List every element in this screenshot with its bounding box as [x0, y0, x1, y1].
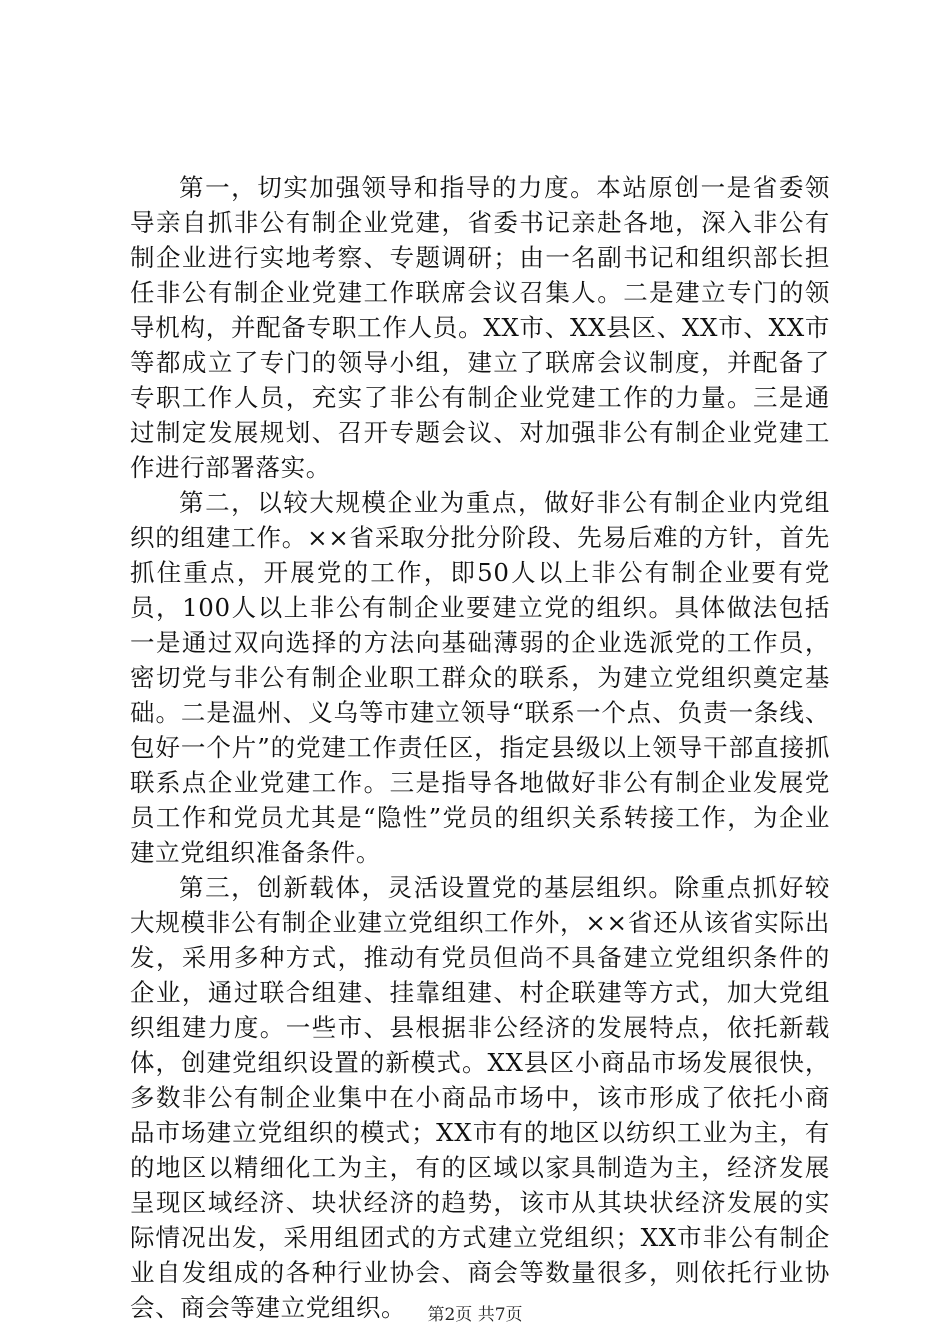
paragraph-1: 第一，切实加强领导和指导的力度。本站原创一是省委领导亲自抓非公有制企业党建，省委书记亲赴各地，深入非公有制企业进行实地考察、专题调研；由一名副书记和组织部长担任非公有制企业党建工作联席会议召集人。二是建立专门的领导机构，并配备专职工作人员。XX市、XX县区、XX市、XX市等都成立了专门的领导小组，建立了联席会议制度，并配备了专职工作人员，充实了非公有制企业党建工作的力量。三是通过制定发展规划、召开专题会议、对加强非公有制企业党建工作进行部署落实。 [130, 173, 830, 482]
paragraph-3: 第三，创新载体，灵活设置党的基层组织。除重点抓好较大规模非公有制企业建立党组织工作外，××省还从该省实际出发，采用多种方式，推动有党员但尚不具备建立党组织条件的企业，通过联合组建、挂靠组建、村企联建等方式，加大党组织组建力度。一些市、县根据非公经济的发展特点，依托新载体，创建党组织设置的新模式。XX县区小商品市场发展很快，多数非公有制企业集中在小商品市场中，该市形成了依托小商品市场建立党组织的模式；XX市有的地区以纺织工业为主，有的地区以精细化工为主，有的区域以家具制造为主，经济发展呈现区域经济、块状经济的趋势，该市从其块状经济发展的实际情况出发，采用组团式的方式建立党组织；XX市非公有制企业自发组成的各种行业协会、商会等数量很多，则依托行业协会、商会等建立党组织。 [130, 873, 830, 1322]
paragraph-2: 第二，以较大规模企业为重点，做好非公有制企业内党组织的组建工作。××省采取分批分阶段、先易后难的方针，首先抓住重点，开展党的工作，即50人以上非公有制企业要有党员，100人以上非公有制企业要建立党的组织。具体做法包括一是通过双向选择的方法向基础薄弱的企业选派党的工作员，密切党与非公有制企业职工群众的联系，为建立党组织奠定基础。二是温州、义乌等市建立领导“联系一个点、负责一条线、包好一个片”的党建工作责任区，指定县级以上领导干部直接抓联系点企业党建工作。三是指导各地做好非公有制企业发展党员工作和党员尤其是“隐性”党员的组织关系转接工作，为企业建立党组织准备条件。 [130, 488, 830, 867]
page-number-footer: 第2页 共7页 [427, 1305, 523, 1325]
document-body [130, 170, 830, 1325]
